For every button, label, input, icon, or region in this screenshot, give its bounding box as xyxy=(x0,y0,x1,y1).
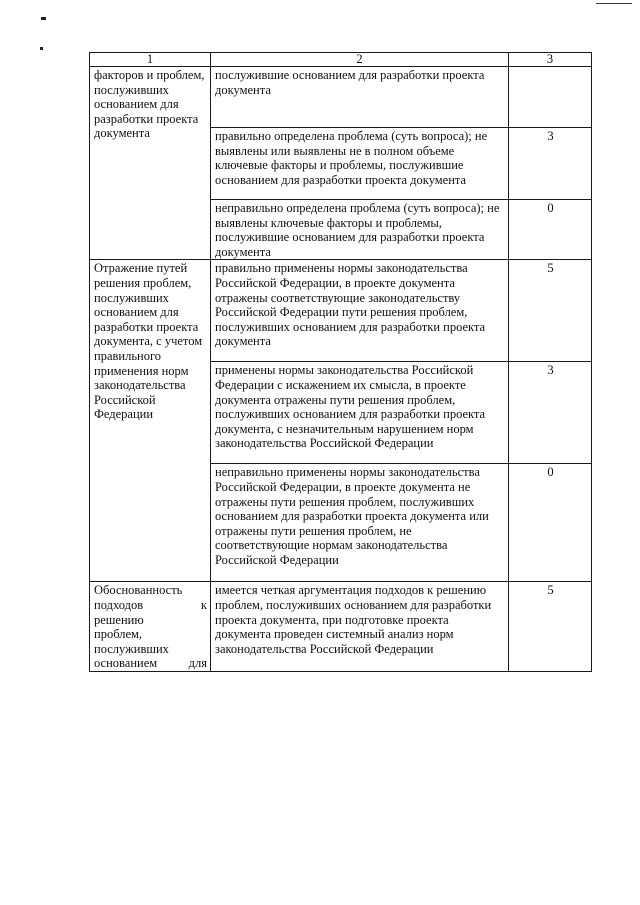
column-header: 2 xyxy=(211,53,509,67)
margin-mark xyxy=(41,17,46,20)
criterion-cell: Отражение путей решения проблем, послуживших основанием для разработки проекта документа, с учетом правильного применения норм законодательства Российской Федерации xyxy=(90,260,211,582)
criterion-line: основанием для xyxy=(94,656,207,671)
description-cell: имеется четкая аргументация подходов к решению проблем, послуживших основанием для разработки проекта документа, при подготовке проекта документа проведен системный анализ норм законодательства Российской Федерации xyxy=(211,582,509,672)
description-cell: правильно применены нормы законодательства Российской Федерации, в проекте документа отражены соответствующие законодательству Российской Федерации пути решения проблем, послуживших основанием для разработки проекта документа xyxy=(211,260,509,362)
criterion-line: решению xyxy=(94,612,144,627)
header-row xyxy=(90,53,592,67)
score-cell: 0 xyxy=(509,464,592,582)
score-cell: 3 xyxy=(509,362,592,464)
score-cell xyxy=(509,67,592,128)
column-header: 3 xyxy=(509,53,592,67)
criterion-cell: факторов и проблем, послуживших основанием для разработки проекта документа xyxy=(90,67,211,260)
criterion-line: подходов к xyxy=(94,597,207,612)
criterion-line: проблем, xyxy=(94,627,143,642)
score-cell: 0 xyxy=(509,200,592,260)
table-row xyxy=(90,67,592,128)
column-header: 1 xyxy=(90,53,211,67)
evaluation-table xyxy=(89,52,592,672)
description-cell: послужившие основанием для разработки проекта документа xyxy=(211,67,509,128)
top-edge-line xyxy=(596,3,632,4)
criterion-line: Обоснованность xyxy=(94,583,183,598)
description-cell: применены нормы законодательства Российской Федерации с искажением их смысла, в проекте документа отражены пути решения проблем, послуживших основанием для разработки проекта документа, с незначительным нарушением норм законодательства Российской Федерации xyxy=(211,362,509,464)
criterion-line: послуживших xyxy=(94,641,169,656)
description-cell: неправильно определена проблема (суть вопроса); не выявлены ключевые факторы и проблемы, послужившие основанием для разработки проекта документа xyxy=(211,200,509,260)
description-cell: неправильно применены нормы законодательства Российской Федерации, в проекте документа не отражены пути решения проблем, послуживших основанием для разработки проекта документа или отражены пути решения проблем, не соответствующие нормам законодательства Российской Федерации xyxy=(211,464,509,582)
score-cell: 3 xyxy=(509,128,592,200)
margin-mark xyxy=(40,47,43,50)
table-row xyxy=(90,582,592,672)
criterion-cell xyxy=(90,582,211,672)
table-row xyxy=(90,260,592,362)
score-cell: 5 xyxy=(509,582,592,672)
description-cell: правильно определена проблема (суть вопроса); не выявлены или выявлены не в полном объеме ключевые факторы и проблемы, послужившие основанием для разработки проекта документа xyxy=(211,128,509,200)
score-cell: 5 xyxy=(509,260,592,362)
